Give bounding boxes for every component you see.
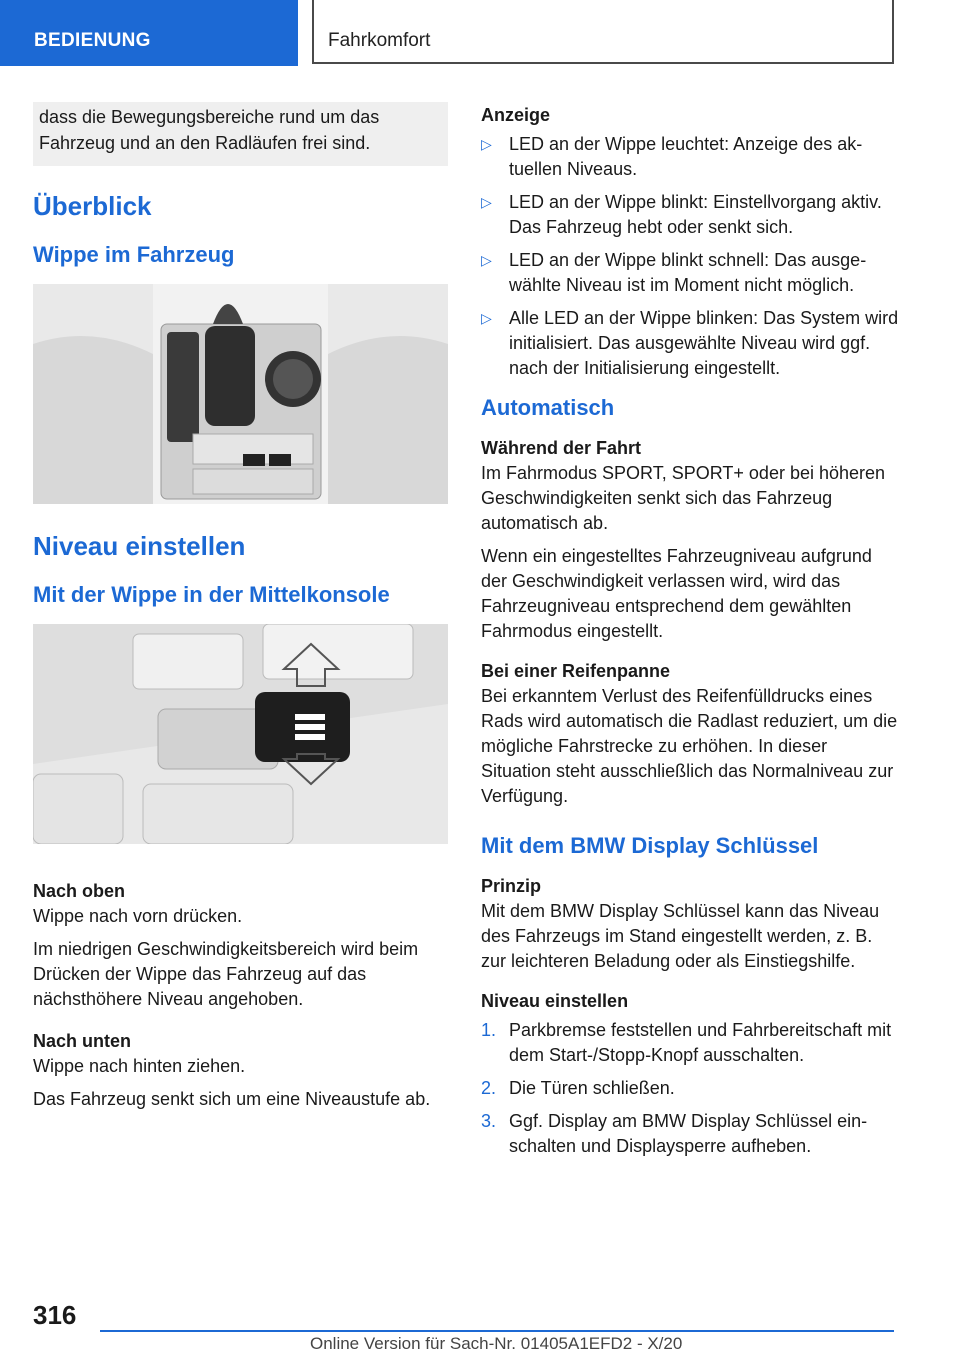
down-text-1: Wippe nach hinten ziehen. [33,1056,246,1076]
triangle-bullet-icon: ▷ [481,310,492,326]
drive-text-2: Wenn ein eingestelltes Fahrzeugniveau aufgrund der Geschwindigkeit verlassen wird, wird das Fahrzeugniveau entsprechend dem gewählten Fahrmodus eingestellt. [481,546,872,641]
principle-text: Mit dem BMW Display Schlüssel kann das Niveau des Fahrzeugs im Stand eingestellt werden, z. B. zur leichteren Beladung oder als Einstiegshilfe. [481,901,880,971]
step-number: 3. [481,1111,497,1131]
heading-console: Mit der Wippe in der Mittelkonsole [33,582,390,607]
step-number: 2. [481,1078,497,1098]
display-title: Anzeige [481,105,551,125]
page-number: 316 [33,1300,77,1330]
rocker-switch-illustration [33,624,448,844]
footer-divider [100,1330,894,1332]
footer-online-version: Online Version für Sach-Nr. 01405A1EFD2 - X/20 [310,1334,683,1353]
center-console-illustration [33,284,448,504]
list-item: 3. Ggf. Display am BMW Display Schlüssel einschalten und Displaysperre aufheben. [481,1111,868,1156]
down-title: Nach unten [33,1031,132,1051]
set-level-title: Niveau einstellen [481,991,629,1011]
heading-overview: Überblick [33,191,152,221]
step-number: 1. [481,1020,497,1040]
drive-title: Während der Fahrt [481,438,642,458]
heading-display-key: Mit dem BMW Display Schlüssel [481,833,819,858]
center-console-photo [33,284,448,504]
principle-title: Prinzip [481,876,542,896]
list-item: 1. Parkbremse feststellen und Fahrbereitschaft mit dem Start-/Stopp-Knopf ausschalten. [481,1020,892,1065]
chapter-title: Fahrkomfort [312,0,894,64]
right-column [481,102,901,1167]
up-title: Nach oben [33,881,126,901]
heading-level: Niveau einstellen [33,531,246,561]
list-item: ▷ LED an der Wippe blinkt: Einstellvorgang aktiv. Das Fahrzeug hebt oder senkt sich. [481,192,882,237]
triangle-bullet-icon: ▷ [481,252,492,268]
note-box: dass die Bewegungsbereiche rund um das Fahrzeug und an den Radläufen frei sind. [33,102,448,166]
display-list [481,132,901,381]
down-text-2: Das Fahrzeug senkt sich um eine Niveaustufe ab. [33,1089,431,1109]
list-item: ▷ LED an der Wippe leuchtet: Anzeige des aktuellen Niveaus. [481,134,863,179]
flat-tire-text: Bei erkanntem Verlust des Reifenfülldrucks eines Rads wird automatisch die Radlast reduziert, um die mögliche Fahrstrecke zu erhöhen. In dieser Situation steht ausschließlich das Normalniveau zur Verfügung. [481,686,898,806]
up-text-1: Wippe nach vorn drücken. [33,906,243,926]
up-text-2: Im niedrigen Geschwindigkeitsbereich wird beim Drücken der Wippe das Fahrzeug auf das nächsthöhere Niveau angehoben. [33,939,419,1009]
triangle-bullet-icon: ▷ [481,136,492,152]
list-item: ▷ Alle LED an der Wippe blinken: Das System wird initialisiert. Das ausgewählte Niveau wird ggf. nach der Initialisierung eingestellt. [481,308,899,378]
heading-rocker: Wippe im Fahrzeug [33,242,235,267]
list-item: 2. Die Türen schließen. [481,1076,901,1101]
rocker-switch-photo [33,624,448,844]
list-item: ▷ LED an der Wippe blinkt schnell: Das ausgewählte Niveau ist im Moment nicht möglich. [481,250,867,295]
left-column [33,102,448,1112]
steps-list [481,1018,901,1159]
section-tab: BEDIENUNG [0,0,298,66]
heading-automatic: Automatisch [481,395,615,420]
drive-text-1: Im Fahrmodus SPORT, SPORT+ oder bei höheren Geschwindigkeiten senkt sich das Fahrzeug automatisch ab. [481,463,886,533]
flat-tire-title: Bei einer Reifenpanne [481,661,671,681]
triangle-bullet-icon: ▷ [481,194,492,210]
